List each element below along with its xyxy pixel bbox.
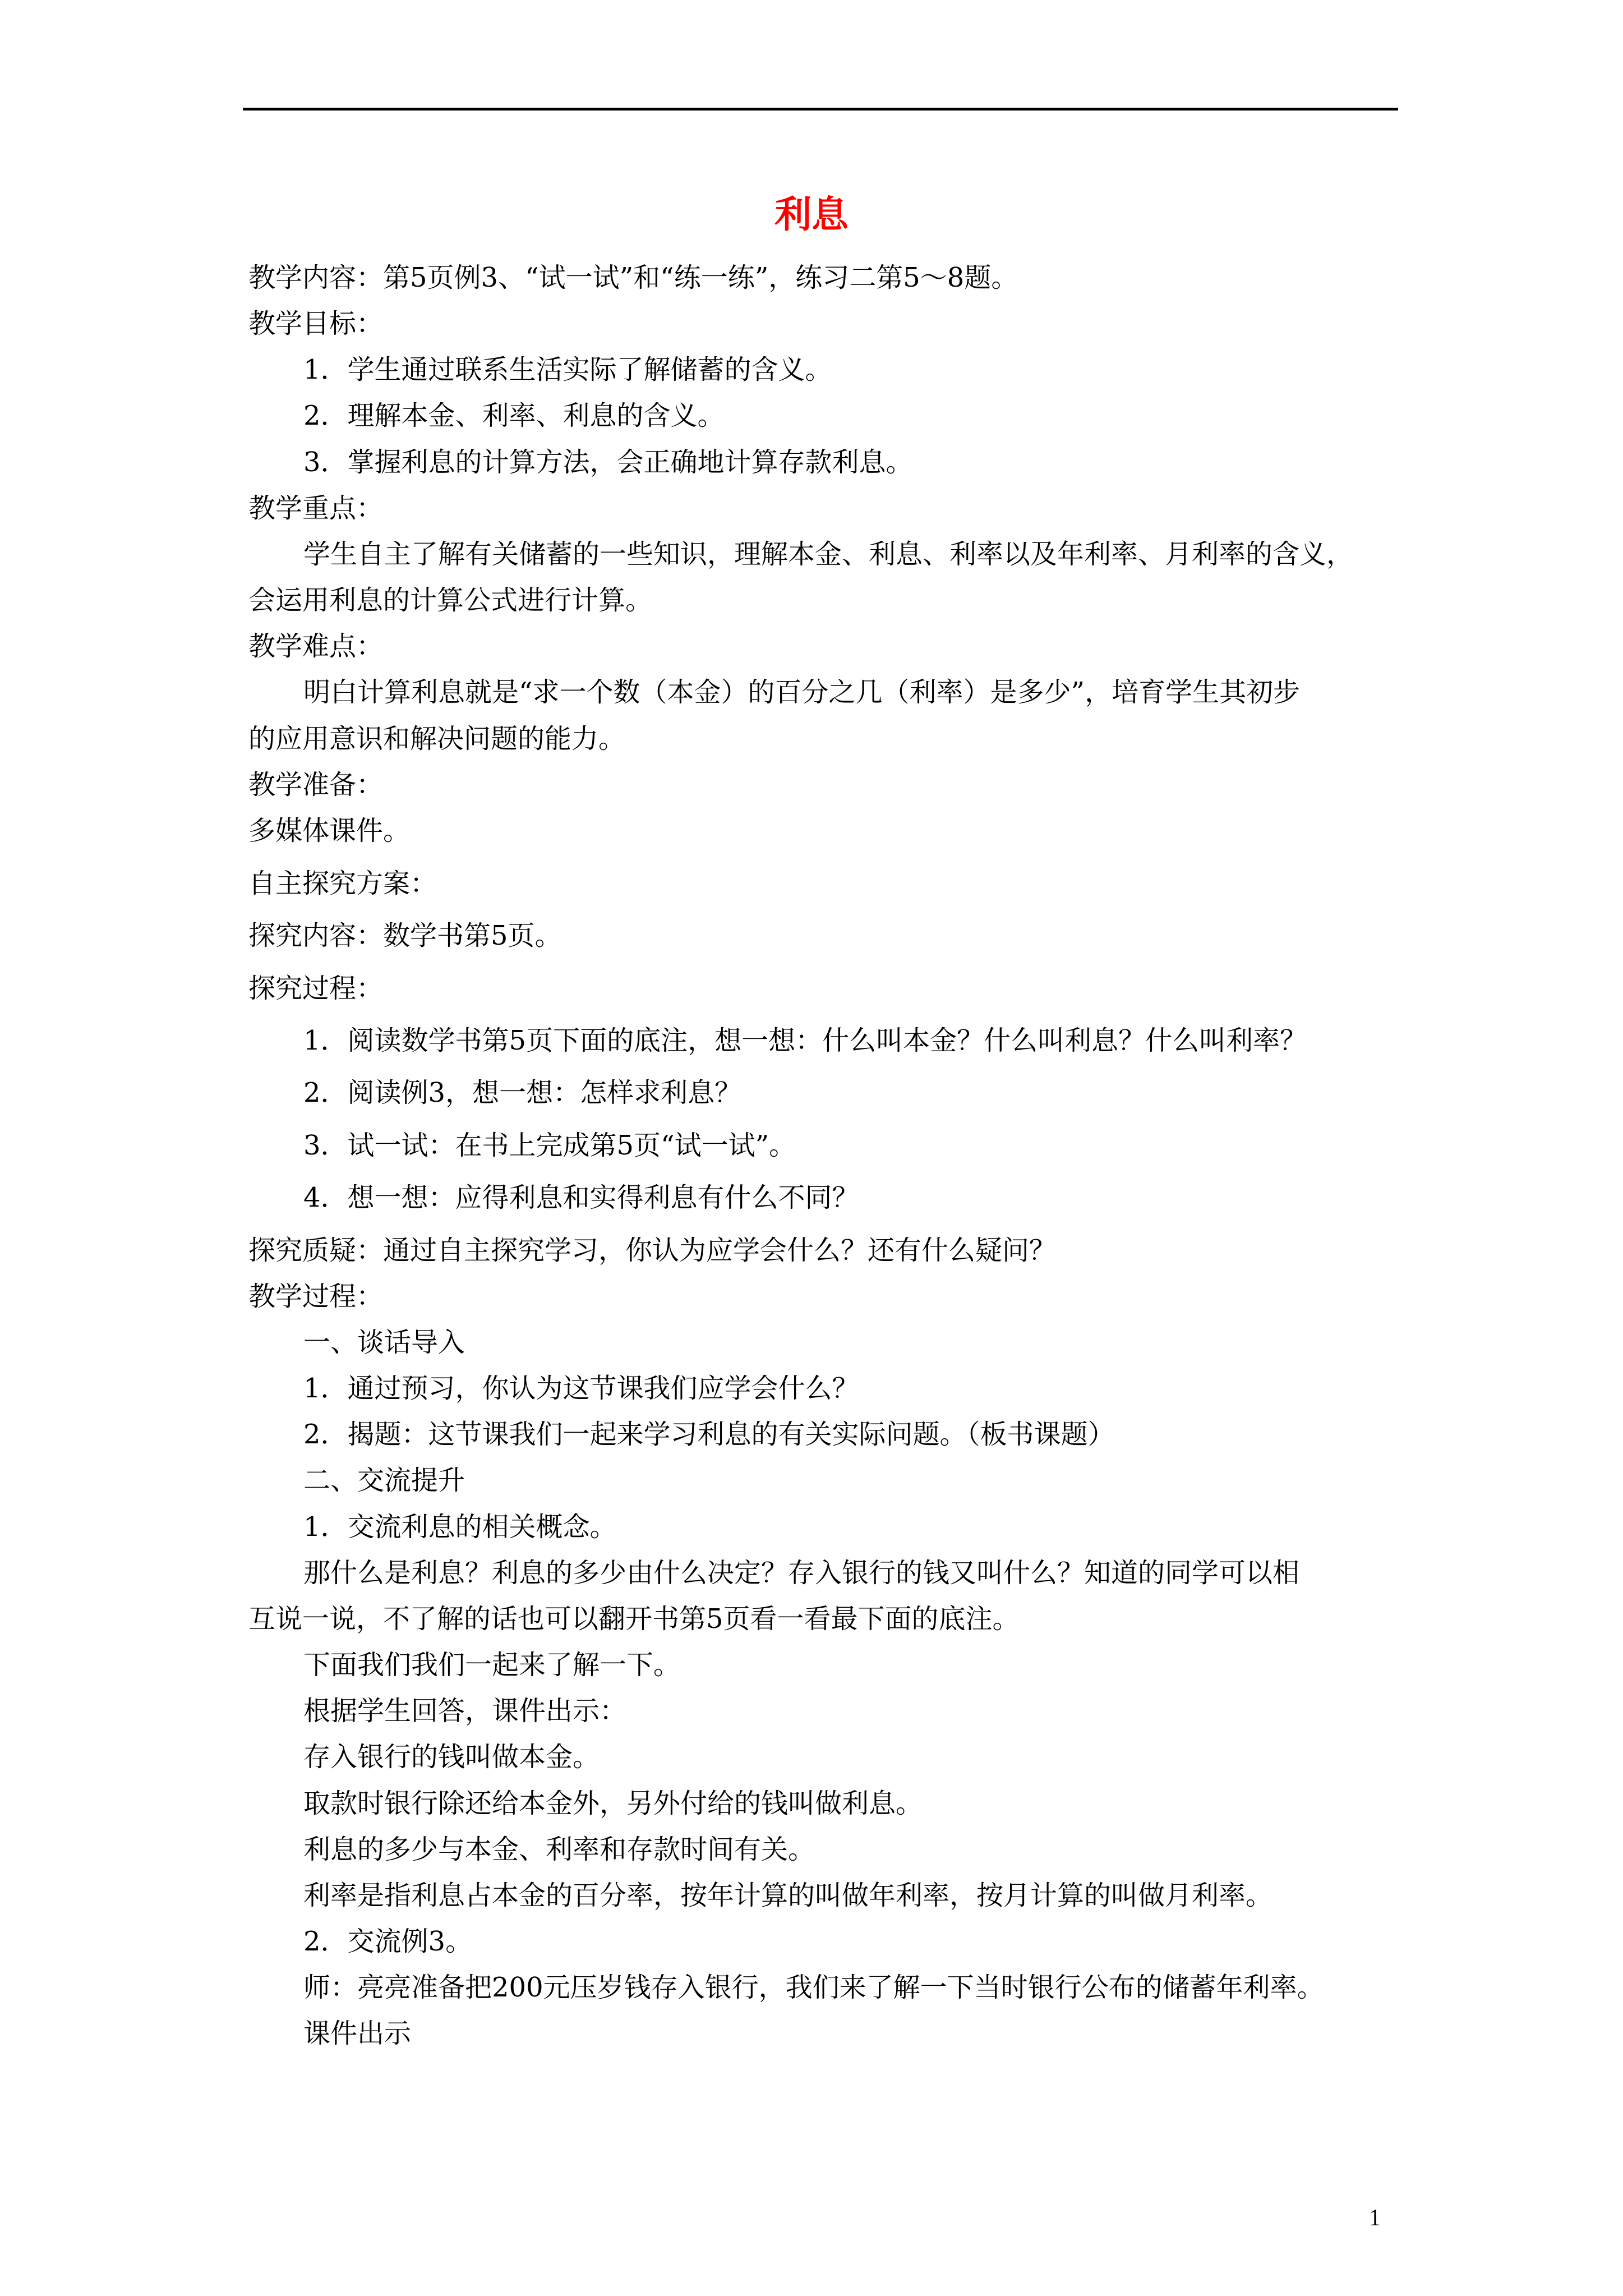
text-line: 学生自主了解有关储蓄的一些知识，理解本金、利息、利率以及年利率、月利率的含义， [303,539,1354,570]
text-line: 多媒体课件。 [248,815,411,846]
text-line: 探究质疑：通过自主探究学习，你认为应学会什么？还有什么疑问？ [248,1235,1057,1266]
text-line: 1．通过预习，你认为这节课我们应学会什么？ [303,1373,859,1404]
text-line: 明白计算利息就是“求一个数（本金）的百分之几（利率）是多少”，培育学生其初步 [303,677,1301,708]
text-line: 探究过程： [248,973,384,1004]
text-line: 1．交流利息的相关概念。 [303,1511,617,1543]
text-line: 课件出示 [303,2018,412,2049]
text-line: 教学难点： [248,631,384,662]
text-line: 1．学生通过联系生活实际了解储蓄的含义。 [303,354,832,385]
text-line: 2．交流例3。 [303,1926,473,1957]
text-line: 根据学生回答，课件出示： [303,1695,627,1727]
text-line: 1．阅读数学书第5页下面的底注，想一想：什么叫本金？什么叫利息？什么叫利率？ [303,1025,1307,1056]
header-rule [243,108,1398,111]
text-line: 教学重点： [248,493,384,524]
text-line: 利率是指利息占本金的百分率，按年计算的叫做年利率，按月计算的叫做月利率。 [303,1880,1273,1911]
text-line: 2．理解本金、利率、利息的含义。 [303,400,725,431]
text-line: 教学过程： [248,1281,384,1312]
document-title: 利息 [774,193,849,236]
text-line: 探究内容：数学书第5页。 [248,920,562,951]
text-line: 互说一说，不了解的话也可以翻开书第5页看一看最下面的底注。 [248,1603,1020,1635]
text-line: 4．想一想：应得利息和实得利息有什么不同？ [303,1182,859,1213]
text-line: 一、谈话导入 [303,1327,465,1358]
text-line: 师：亮亮准备把200元压岁钱存入银行，我们来了解一下当时银行公布的储蓄年利率。 [303,1972,1324,2003]
text-line: 存入银行的钱叫做本金。 [303,1741,600,1773]
text-line: 那什么是利息？利息的多少由什么决定？存入银行的钱又叫什么？知道的同学可以相 [303,1557,1300,1589]
text-line: 教学准备： [248,769,384,800]
page-number: 1 [1369,2205,1381,2231]
text-line: 2．阅读例3，想一想：怎样求利息？ [303,1077,742,1108]
text-line: 会运用利息的计算公式进行计算。 [248,585,653,616]
text-line: 二、交流提升 [303,1465,465,1496]
text-line: 教学目标： [248,308,384,339]
text-line: 3．试一试：在书上完成第5页“试一试”。 [303,1130,796,1161]
text-line: 2．揭题：这节课我们一起来学习利息的有关实际问题。（板书课题） [303,1419,1115,1450]
text-line: 3．掌握利息的计算方法，会正确地计算存款利息。 [303,447,913,478]
text-line: 下面我们我们一起来了解一下。 [303,1649,681,1681]
text-line: 取款时银行除还给本金外，另外付给的钱叫做利息。 [303,1788,923,1819]
text-line: 教学内容：第5页例3、“试一试”和“练一练”，练习二第5～8题。 [248,262,1018,293]
text-line: 的应用意识和解决问题的能力。 [248,723,626,754]
text-line: 自主探究方案： [248,868,437,899]
text-line: 利息的多少与本金、利率和存款时间有关。 [303,1834,815,1865]
